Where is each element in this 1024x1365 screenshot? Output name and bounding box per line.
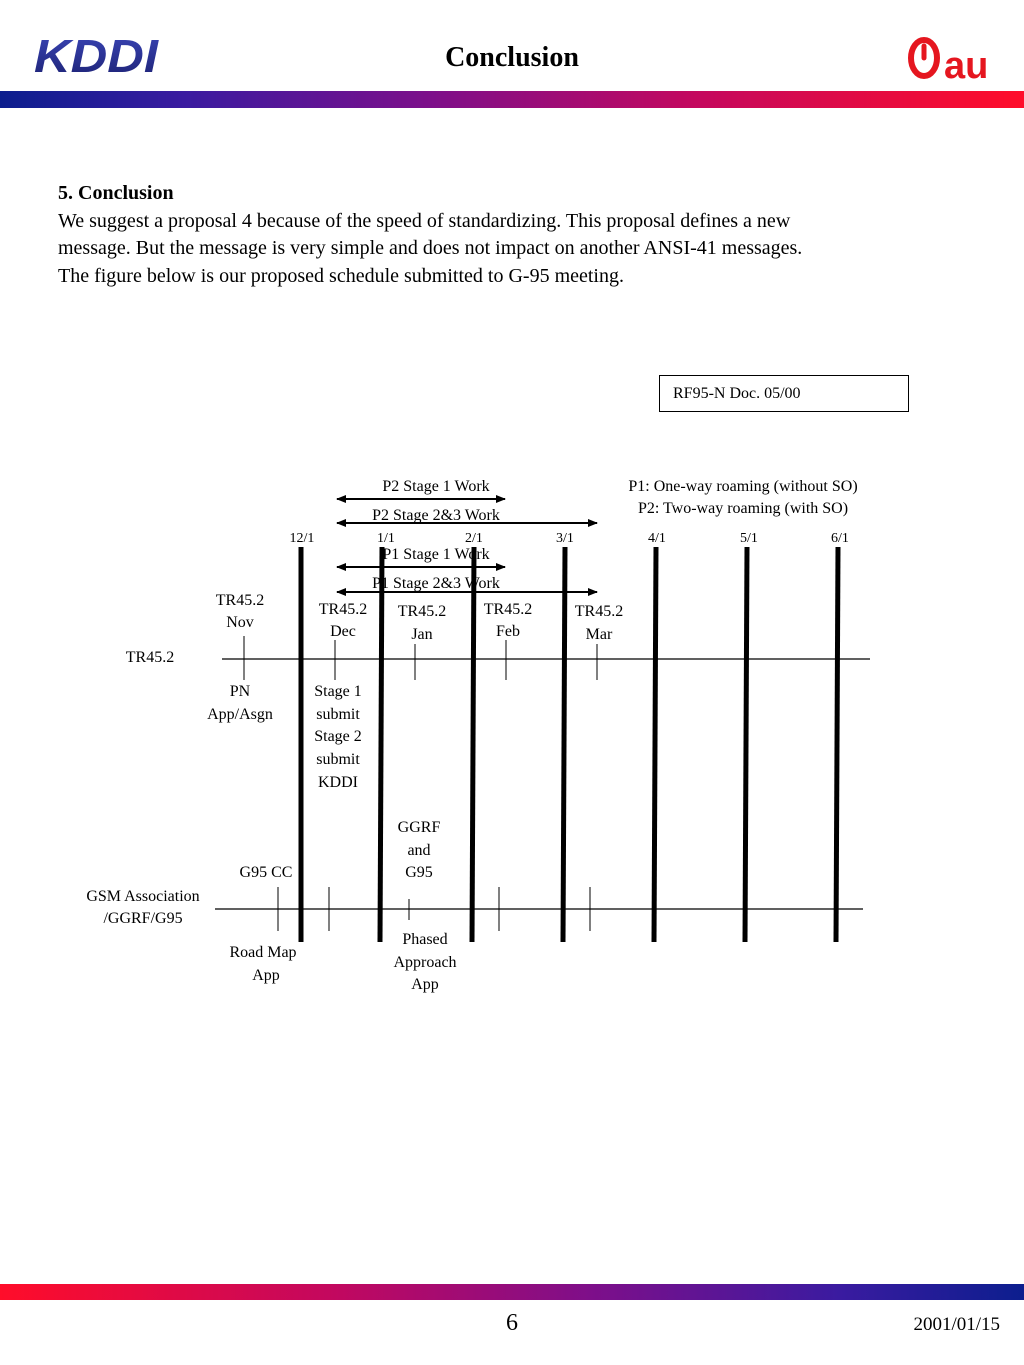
footer-date: 2001/01/15 [913,1314,1000,1335]
legend-p2: P2: Two-way roaming (with SO) [637,500,849,517]
tr-note: PN [229,683,251,700]
month-tick: 6/1 [831,531,849,546]
page-number: 6 [506,1310,518,1336]
gsm-timeline-label: GSM Association [86,888,200,905]
tr-note: submit [316,751,360,768]
gsm-event-label: Road Map [229,944,297,961]
gsm-event-label: GGRF [397,819,441,836]
gsm-timeline-label: /GGRF/G95 [103,910,183,927]
legend-p1: P1: One-way roaming (without SO) [628,478,858,495]
kddi-logo-text: KDDI [34,30,160,78]
month-line [836,547,838,942]
arrow-label: P2 Stage 1 Work [382,478,490,495]
month-tick: 3/1 [556,531,574,546]
tr-meeting-label: Mar [585,626,613,643]
tr-meeting-label: TR45.2 [318,601,368,618]
tr-meeting-label: Nov [226,614,254,631]
tr-meeting-label: TR45.2 [483,601,533,618]
gsm-event-label: App [252,967,280,984]
tr-meeting-label: TR45.2 [215,592,265,609]
footer-divider-bar [0,1284,1024,1300]
month-tick: 4/1 [648,531,666,546]
section-heading: 5. Conclusion [58,182,174,204]
gsm-event-label: G95 CC [239,864,293,881]
tr-meeting-label: Dec [330,623,356,640]
month-tick: 1/1 [377,531,395,546]
tr-note: Stage 2 [314,728,362,745]
tr-timeline-label: TR45.2 [125,649,175,666]
tr-meeting-label: Jan [411,626,433,643]
body-line-1: We suggest a proposal 4 because of the speed of standardizing. This proposal defines a new [58,209,791,232]
month-line [654,547,656,942]
month-tick: 12/1 [289,531,315,546]
gsm-event-label: and [407,842,431,859]
gsm-event-label: Approach [393,954,457,971]
month-line [563,547,565,942]
page-title: Conclusion [445,42,579,73]
month-tick: 2/1 [465,531,483,546]
month-line [472,547,474,942]
body-line-3: The figure below is our proposed schedule submitted to G-95 meeting. [58,264,624,287]
tr-note: submit [316,706,360,723]
tr-note: KDDI [318,774,358,791]
body-line-2: message. But the message is very simple and does not impact on another ANSI-41 messages. [58,237,803,259]
month-line [380,547,382,942]
month-tick: 5/1 [740,531,758,546]
tr-meeting-label: TR45.2 [574,603,624,620]
arrow-label: P1 Stage 2&3 Work [372,575,500,592]
tr-note: Stage 1 [314,683,362,700]
gsm-event-label: G95 [405,864,433,881]
document-reference-box: RF95-N Doc. 05/00 [659,375,909,412]
arrow-label: P2 Stage 2&3 Work [372,507,500,524]
tr-meeting-label: Feb [496,623,520,640]
gsm-event-label: App [411,976,439,993]
au-logo-text: au [944,45,989,84]
arrow-label: P1 Stage 1 Work [382,546,490,563]
tr-note: App/Asgn [207,706,273,723]
gsm-event-label: Phased [402,931,448,948]
month-line [745,547,747,942]
tr-meeting-label: TR45.2 [397,603,447,620]
